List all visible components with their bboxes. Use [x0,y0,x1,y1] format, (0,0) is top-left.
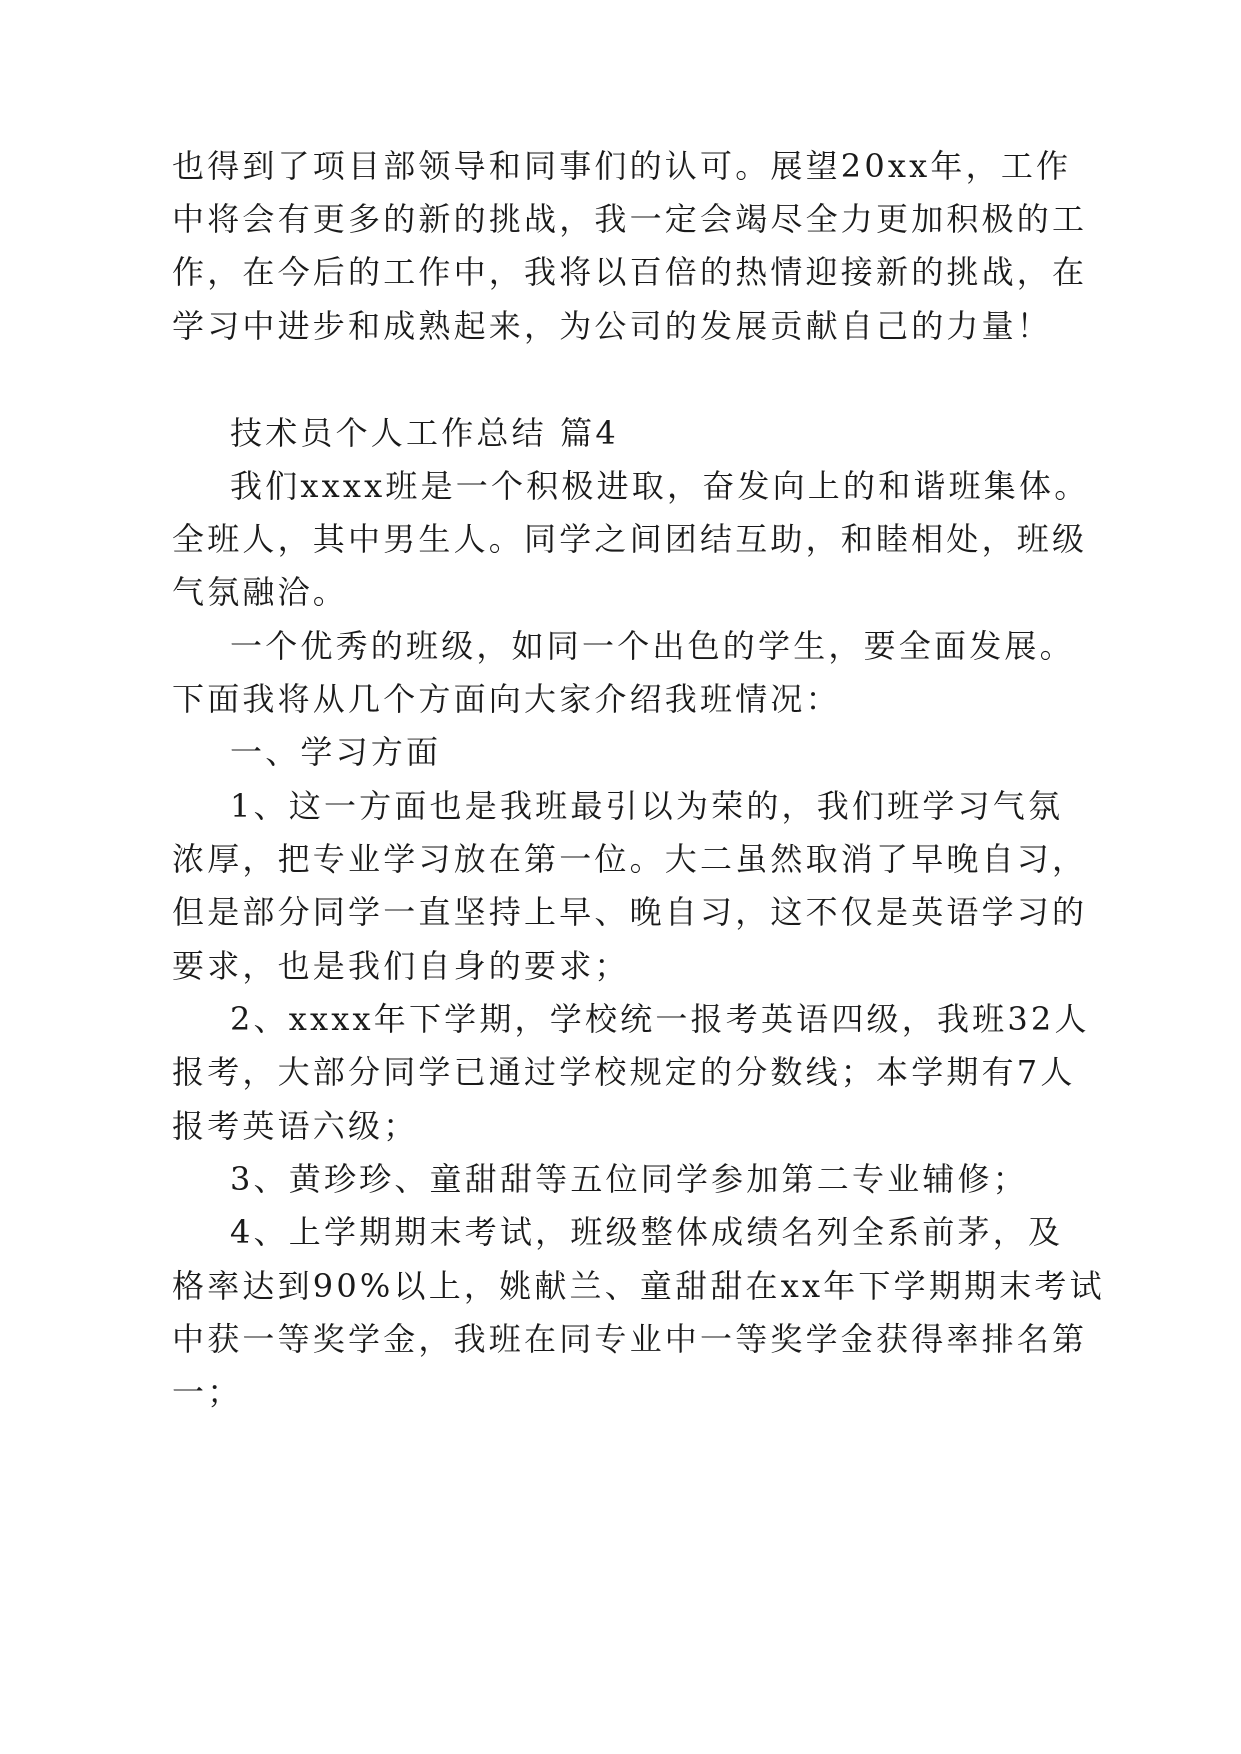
text-line: 一个优秀的班级，如同一个出色的学生，要全面发展。 [230,627,1075,665]
text-line: 报考英语六级； [172,1107,419,1145]
text-line: 一、学习方面 [230,733,442,771]
text-line: 4、上学期期末考试，班级整体成绩名列全系前茅，及 [230,1213,1064,1251]
text-line: 中获一等奖学金，我班在同专业中一等奖学金获得率排名第 [172,1320,1088,1358]
text-line: 格率达到90%以上，姚献兰、童甜甜在xx年下学期期末考试 [172,1267,1105,1305]
text-line: 要求，也是我们自身的要求； [172,947,630,985]
text-line: 但是部分同学一直坚持上早、晚自习，这不仅是英语学习的 [172,893,1088,931]
text-line: 学习中进步和成熟起来，为公司的发展贡献自己的力量！ [172,307,1053,345]
text-line: 3、黄珍珍、童甜甜等五位同学参加第二专业辅修； [230,1160,1028,1198]
text-line: 也得到了项目部领导和同事们的认可。展望20xx年，工作 [172,147,1072,185]
text-line: 中将会有更多的新的挑战，我一定会竭尽全力更加积极的工 [172,200,1088,238]
text-line: 全班人，其中男生人。同学之间团结互助，和睦相处，班级 [172,520,1088,558]
text-line: 报考，大部分同学已通过学校规定的分数线；本学期有7人 [172,1053,1076,1091]
text-line: 浓厚，把专业学习放在第一位。大二虽然取消了早晚自习， [172,840,1088,878]
section-heading: 技术员个人工作总结 篇4 [230,414,619,452]
text-line: 下面我将从几个方面向大家介绍我班情况： [172,680,841,718]
text-line: 气氛融洽。 [172,573,349,611]
text-line: 我们xxxx班是一个积极进取，奋发向上的和谐班集体。 [230,467,1090,505]
text-line: 2、xxxx年下学期，学校统一报考英语四级，我班32人 [230,1000,1090,1038]
text-line: 作，在今后的工作中，我将以百倍的热情迎接新的挑战，在 [172,253,1088,291]
text-line: 1、这一方面也是我班最引以为荣的，我们班学习气氛 [230,787,1064,825]
text-line: 一； [172,1373,243,1411]
